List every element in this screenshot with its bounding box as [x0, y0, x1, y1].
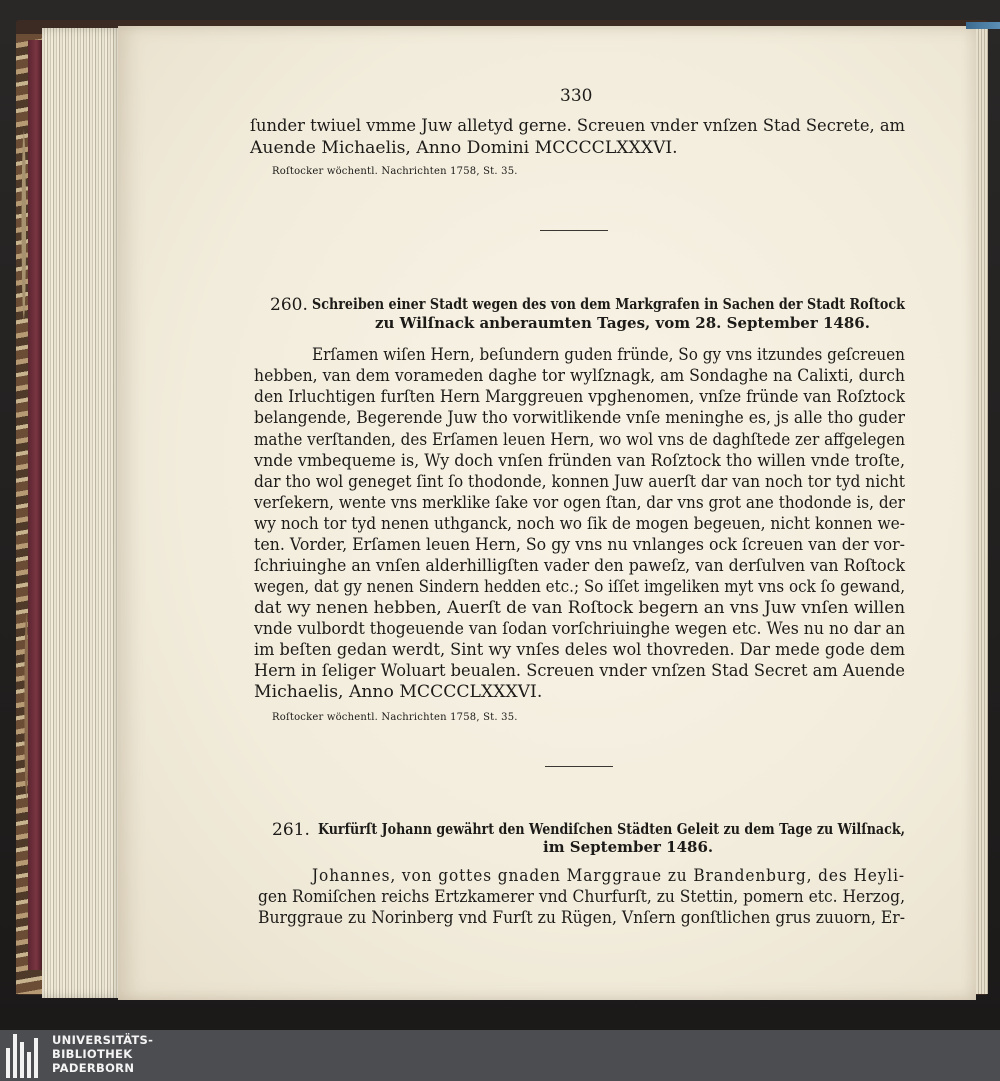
- section-divider: [545, 766, 613, 767]
- prev-text-line: Auende Michaelis, Anno Domini MCCCCLXXXVI.: [250, 138, 678, 158]
- body-line: ten. Vorder, Erſamen leuen Hern, So gy vns nu vnlanges ock ſcreuen van der vor-: [254, 535, 905, 555]
- library-name-line: BIBLIOTHEK: [52, 1047, 133, 1061]
- bookmark-ribbon: [966, 22, 1000, 29]
- body-line: vnde vmbequeme is, Wy doch vnſen fründen van Roſztock tho willen vnde troſte,: [254, 451, 905, 471]
- body-line: mathe verſtanden, des Erſamen leuen Hern, wo wol vns de daghſtede zer affgelegen: [254, 430, 905, 450]
- body-line: dar tho wol geneget ſint ſo thodonde, konnen Juw auerſt dar van noch tor tyd nicht: [254, 472, 905, 492]
- body-line: Erſamen wiſen Hern, beſundern guden fründe, So gy vns itzundes geſcreuen: [312, 345, 905, 365]
- library-name-line: UNIVERSITÄTS-: [52, 1033, 154, 1047]
- library-name: [52, 1033, 153, 1075]
- body-line: Johannes, von gottes gnaden Marggraue zu Brandenburg, des Heyli-: [312, 866, 905, 886]
- library-footer-bar: [0, 1030, 1000, 1081]
- binding-spine: [28, 40, 42, 970]
- library-name-line: PADERBORN: [52, 1061, 135, 1075]
- body-line: Michaelis, Anno MCCCCLXXXVI.: [254, 682, 543, 702]
- source-citation: Roſtocker wöchentl. Nachrichten 1758, St. 35.: [272, 166, 518, 177]
- body-line: Burggraue zu Norinberg vnd Furſt zu Rügen, Vnſern gonſtlichen grus zuuorn, Er-: [258, 908, 905, 928]
- body-line: wy noch tor tyd nenen uthganck, noch wo ſik de mogen begeuen, nicht konnen we-: [254, 514, 905, 534]
- body-line: verſekern, wente vns merklike ſake vor ogen ſtan, dar vns grot ane thodonde is, der: [254, 493, 905, 513]
- document-number: 261.: [272, 820, 310, 840]
- document-heading: zu Wilſnack anberaumten Tages, vom 28. September 1486.: [375, 314, 870, 332]
- body-line: Hern in ſeliger Woluart beualen. Screuen vnder vnſzen Stad Secret am Auende: [254, 661, 905, 681]
- document-heading: Schreiben einer Stadt wegen des von dem Markgrafen in Sachen der Stadt Roſtock: [312, 295, 905, 313]
- left-page-edges: [42, 28, 124, 998]
- page-number: 330: [560, 86, 593, 106]
- document-number: 260.: [270, 295, 308, 315]
- right-page-edges: [976, 26, 988, 994]
- body-line: den Irluchtigen furſten Hern Marggreuen vpghenomen, vnſze fründe van Roſztock: [254, 387, 905, 407]
- university-library-logo-icon: [6, 1034, 46, 1078]
- document-heading: Kurfürſt Johann gewährt den Wendiſchen Städten Geleit zu dem Tage zu Wilſnack,: [318, 820, 905, 838]
- body-line: hebben, van dem vorameden daghe tor wylſznagk, am Sondaghe na Calixti, durch: [254, 366, 905, 386]
- body-line: vnde vulbordt thogeuende van ſodan vorſchriuinghe wegen etc. Wes nu no dar an: [254, 619, 905, 639]
- document-heading: im September 1486.: [543, 838, 714, 856]
- source-citation: Roſtocker wöchentl. Nachrichten 1758, St. 35.: [272, 712, 518, 723]
- body-line: im beſten gedan werdt, Sint wy vnſes deles wol thovreden. Dar mede gode dem: [254, 640, 905, 660]
- body-line: dat wy nenen hebben, Auerſt de van Roſtock begern an vns Juw vnſen willen: [254, 598, 905, 618]
- body-line: gen Romiſchen reichs Ertzkamerer vnd Churfurſt, zu Stettin, pomern etc. Herzog,: [258, 887, 905, 907]
- section-divider: [540, 230, 608, 231]
- body-line: wegen, dat gy nenen Sindern hedden etc.; So iſſet imgeliken myt vns ock ſo gewand,: [254, 577, 905, 597]
- body-line: belangende, Begerende Juw tho vorwitlikende vnſe meninghe es, js alle tho guder: [254, 408, 905, 428]
- prev-text-line: ſunder twiuel vmme Juw alletyd gerne. Screuen vnder vnſzen Stad Secrete, am: [250, 116, 905, 136]
- body-line: ſchriuinghe an vnſen alderhilligſten vader den paweſz, van derſulven van Roſtock: [254, 556, 905, 576]
